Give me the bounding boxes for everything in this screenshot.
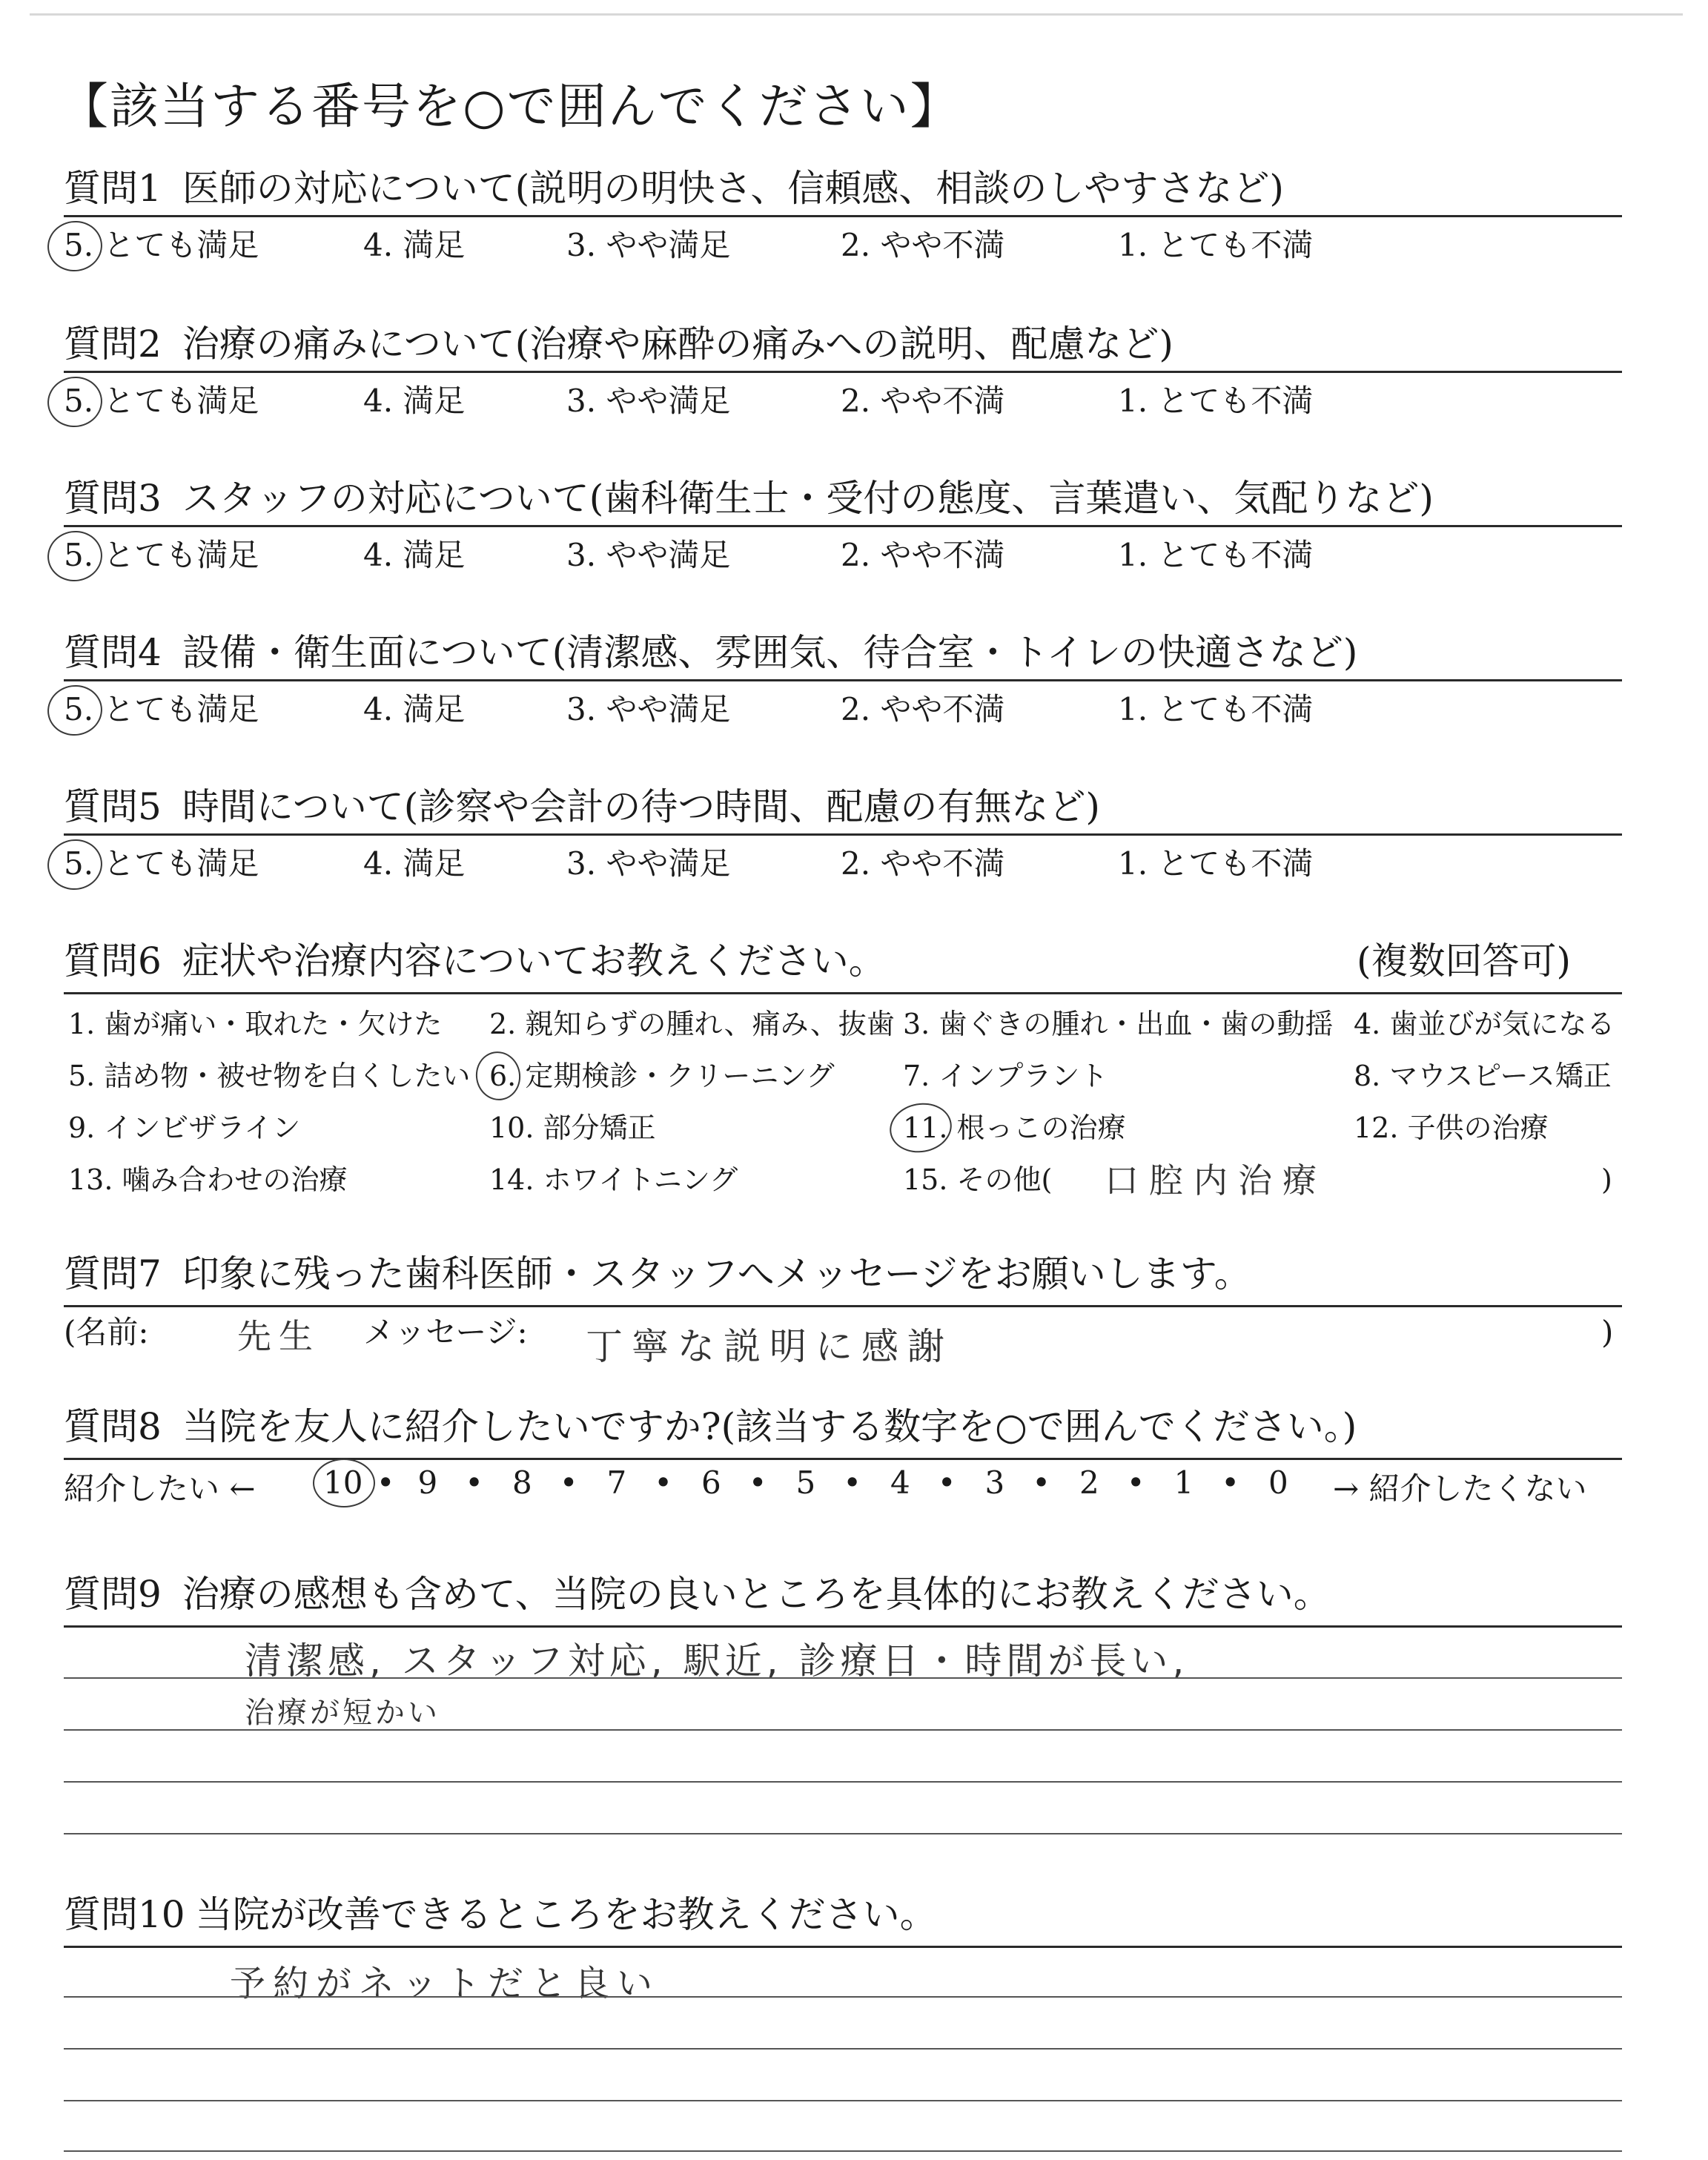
q5-number: 質問5	[64, 785, 162, 828]
q1-option-5[interactable]: 5. とても満足	[64, 227, 259, 263]
q2-option-1[interactable]: 1. とても不満	[1118, 383, 1314, 419]
q10-line-2	[64, 2048, 1622, 2050]
q9-number: 質問9	[64, 1573, 162, 1616]
q6-rule	[64, 992, 1622, 994]
q4-option-2[interactable]: 2. やや不満	[841, 691, 1005, 727]
q8-scale-separator: •	[465, 1464, 484, 1501]
q8-scale-3[interactable]: 3	[984, 1464, 1005, 1501]
q6-option-15[interactable]: 15. その他(	[903, 1163, 1053, 1196]
q5-option-3[interactable]: 3. やや満足	[566, 845, 731, 882]
page-header: 【該当する番号を○で囲んでください】	[59, 78, 961, 135]
q3-text: スタッフの対応について(歯科衛生士・受付の態度、言葉遣い、気配りなど)	[182, 477, 1434, 520]
q8-scale-separator: •	[843, 1464, 862, 1501]
q8-scale-9[interactable]: 9	[417, 1464, 438, 1501]
q9-line-4	[64, 1833, 1622, 1834]
q3-option-5[interactable]: 5. とても満足	[64, 537, 259, 573]
q6-option-2[interactable]: 2. 親知らずの腫れ、痛み、抜歯	[489, 1008, 895, 1040]
q9-line-2	[64, 1729, 1622, 1731]
q4-title	[64, 630, 1357, 675]
q3-option-1[interactable]: 1. とても不満	[1118, 537, 1314, 573]
q8-right-label: → 紹介したくない	[1333, 1470, 1587, 1507]
q2-number: 質問2	[64, 323, 162, 366]
q9-title	[64, 1572, 1331, 1616]
q1-text: 医師の対応について(説明の明快さ、信頼感、相談のしやすさなど)	[182, 167, 1284, 210]
q4-selection-circle	[44, 681, 106, 739]
q3-number: 質問3	[64, 477, 162, 520]
q6-option-4[interactable]: 4. 歯並びが気になる	[1354, 1008, 1615, 1040]
q3-option-4[interactable]: 4. 満足	[363, 537, 466, 573]
q6-other-close-paren: )	[1601, 1163, 1612, 1196]
q3-option-2[interactable]: 2. やや不満	[841, 537, 1005, 573]
q2-rule	[64, 371, 1622, 373]
q8-scale-5[interactable]: 5	[795, 1464, 816, 1501]
q2-option-5[interactable]: 5. とても満足	[64, 383, 259, 419]
q6-option-3[interactable]: 3. 歯ぐきの腫れ・出血・歯の動揺	[903, 1008, 1334, 1040]
q8-scale-6[interactable]: 6	[701, 1464, 721, 1501]
q7-message-handwritten: 丁寧な説明に感謝	[586, 1325, 953, 1368]
q7-close-paren: )	[1601, 1314, 1614, 1350]
q4-text: 設備・衛生面について(清潔感、雰囲気、待合室・トイレの快適さなど)	[182, 631, 1358, 674]
q10-line-3	[64, 2100, 1622, 2101]
q5-option-2[interactable]: 2. やや不満	[841, 845, 1005, 882]
q10-answer-line1: 予約がネットだと良い	[230, 1963, 661, 2004]
q2-selection-circle	[44, 373, 106, 431]
q6-option-13[interactable]: 13. 噛み合わせの治療	[68, 1163, 348, 1196]
q7-title	[64, 1252, 1251, 1296]
q8-scale-4[interactable]: 4	[890, 1464, 910, 1501]
q8-scale-2[interactable]: 2	[1079, 1464, 1099, 1501]
q5-title	[64, 785, 1100, 829]
top-border	[30, 13, 1683, 16]
q3-selection-circle	[44, 527, 106, 585]
q6-option-12[interactable]: 12. 子供の治療	[1354, 1112, 1549, 1144]
q4-option-1[interactable]: 1. とても不満	[1118, 691, 1314, 727]
q8-scale-separator: •	[1032, 1464, 1051, 1501]
q2-text: 治療の痛みについて(治療や麻酔の痛みへの説明、配慮など)	[182, 323, 1174, 366]
q10-rule	[64, 1946, 1622, 1948]
q5-option-4[interactable]: 4. 満足	[363, 845, 466, 882]
q4-option-4[interactable]: 4. 満足	[363, 691, 466, 727]
q8-scale-separator: •	[937, 1464, 956, 1501]
q5-text: 時間について(診察や会計の待つ時間、配慮の有無など)	[182, 785, 1100, 828]
q8-scale-separator: •	[559, 1464, 578, 1501]
q6-option-11[interactable]: 11. 根っこの治療	[903, 1112, 1126, 1144]
q10-title	[64, 1892, 937, 1937]
q5-option-5[interactable]: 5. とても満足	[64, 845, 259, 882]
q7-name-handwritten: 先生	[237, 1316, 320, 1356]
q6-option-6[interactable]: 6. 定期検診・クリーニング	[489, 1060, 835, 1092]
q6-option-14[interactable]: 14. ホワイトニング	[489, 1163, 738, 1196]
q8-title	[64, 1404, 1357, 1449]
q8-text: 当院を友人に紹介したいですか?(該当する数字を○で囲んでください。)	[182, 1405, 1357, 1448]
q8-scale-1[interactable]: 1	[1174, 1464, 1194, 1501]
q4-option-3[interactable]: 3. やや満足	[566, 691, 731, 727]
q5-selection-circle	[44, 836, 106, 894]
q1-option-2[interactable]: 2. やや不満	[841, 227, 1005, 263]
q4-option-5[interactable]: 5. とても満足	[64, 691, 259, 727]
q7-number: 質問7	[64, 1252, 162, 1295]
q3-rule	[64, 525, 1622, 527]
q6-option-5[interactable]: 5. 詰め物・被せ物を白くしたい	[68, 1060, 471, 1092]
q6-text: 症状や治療内容についてお教えください。	[182, 939, 886, 982]
q9-rule	[64, 1625, 1622, 1628]
q10-number: 質問10	[64, 1893, 185, 1936]
q6-option-9[interactable]: 9. インビザライン	[68, 1112, 301, 1144]
q8-scale-separator: •	[748, 1464, 767, 1501]
q9-line-3	[64, 1781, 1622, 1783]
q8-scale-separator: •	[1221, 1464, 1240, 1501]
q10-text: 当院が改善できるところをお教えください。	[195, 1893, 937, 1936]
q1-number: 質問1	[64, 167, 162, 210]
q10-line-1	[64, 1996, 1622, 1998]
q8-number: 質問8	[64, 1405, 162, 1448]
q1-option-3[interactable]: 3. やや満足	[566, 227, 731, 263]
q9-line-1	[64, 1677, 1622, 1679]
q6-other-handwritten: 口腔内治療	[1105, 1160, 1327, 1200]
q6-selection-circle-6	[472, 1048, 525, 1103]
q6-option-7[interactable]: 7. インプラント	[903, 1060, 1108, 1092]
q10-line-4	[64, 2150, 1622, 2152]
q6-option-10[interactable]: 10. 部分矯正	[489, 1112, 656, 1144]
q8-scale-separator: •	[376, 1464, 395, 1501]
q2-option-4[interactable]: 4. 満足	[363, 383, 466, 419]
q1-selection-circle	[44, 217, 106, 275]
q8-scale-separator: •	[654, 1464, 673, 1501]
q6-note: (複数回答可)	[1357, 939, 1572, 982]
q2-option-3[interactable]: 3. やや満足	[566, 383, 731, 419]
q7-name-label: (名前:	[64, 1314, 149, 1350]
q3-title	[64, 476, 1434, 521]
q2-title	[64, 322, 1174, 366]
q8-selection-circle	[313, 1459, 375, 1507]
q1-option-1[interactable]: 1. とても不満	[1118, 227, 1314, 263]
q7-message-label: メッセージ:	[363, 1314, 528, 1350]
q7-text: 印象に残った歯科医師・スタッフへメッセージをお願いします。	[182, 1252, 1251, 1295]
q6-number: 質問6	[64, 939, 162, 982]
q9-answer-line1: 清潔感, スタッフ対応, 駅近, 診療日・時間が長い,	[245, 1639, 1189, 1682]
q9-answer-line2: 治療が短かい	[245, 1696, 440, 1730]
q8-left-label: 紹介したい ←	[64, 1470, 256, 1507]
q2-option-2[interactable]: 2. やや不満	[841, 383, 1005, 419]
q7-rule	[64, 1305, 1622, 1307]
q8-scale-separator: •	[1126, 1464, 1145, 1501]
q4-rule	[64, 679, 1622, 681]
q3-option-3[interactable]: 3. やや満足	[566, 537, 731, 573]
q6-option-1[interactable]: 1. 歯が痛い・取れた・欠けた	[68, 1008, 443, 1040]
q1-rule	[64, 215, 1622, 217]
q8-scale-8[interactable]: 8	[512, 1464, 532, 1501]
q8-scale-7[interactable]: 7	[606, 1464, 627, 1501]
q8-scale-10[interactable]: 10	[323, 1464, 363, 1501]
q5-rule	[64, 833, 1622, 836]
q6-title	[64, 939, 886, 983]
q1-title	[64, 166, 1284, 211]
q8-rule	[64, 1458, 1622, 1460]
q1-option-4[interactable]: 4. 満足	[363, 227, 466, 263]
q6-selection-circle-11	[886, 1098, 956, 1157]
q5-option-1[interactable]: 1. とても不満	[1118, 845, 1314, 882]
q4-number: 質問4	[64, 631, 162, 674]
q9-text: 治療の感想も含めて、当院の良いところを具体的にお教えください。	[182, 1573, 1331, 1616]
q8-scale-0[interactable]: 0	[1268, 1464, 1288, 1501]
q6-option-8[interactable]: 8. マウスピース矯正	[1354, 1060, 1612, 1092]
